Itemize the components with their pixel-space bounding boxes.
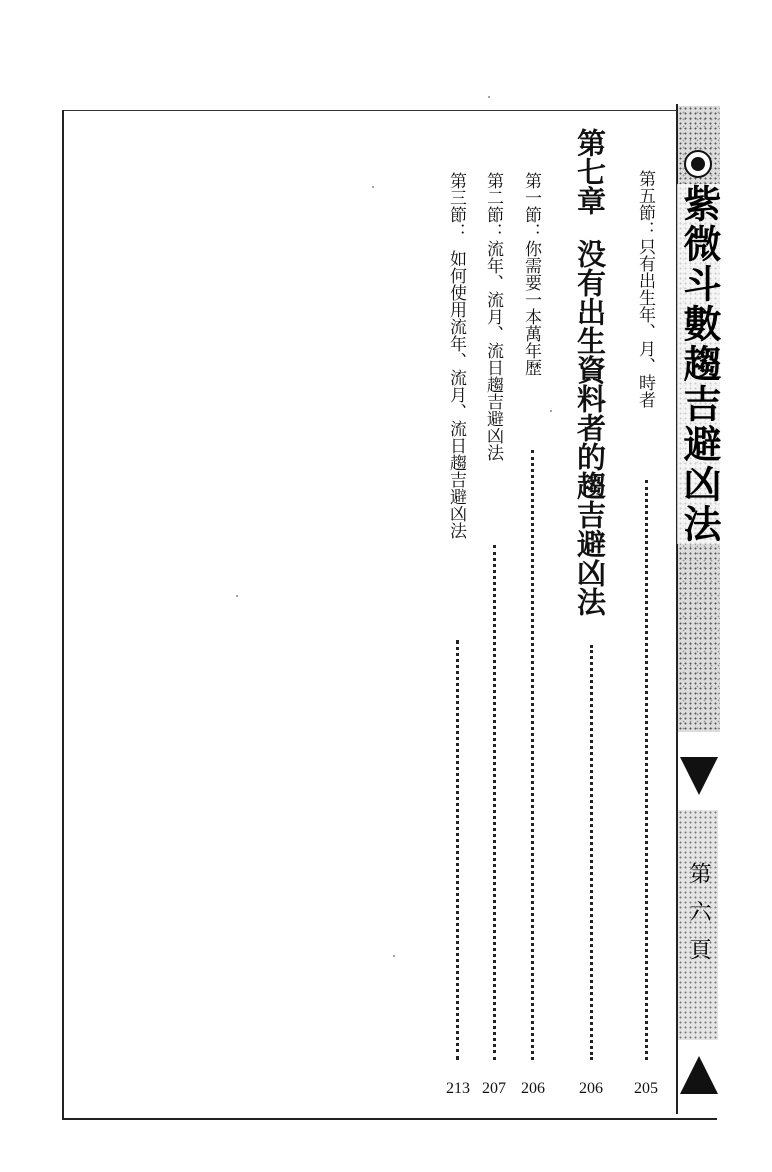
toc-label: 第七章 xyxy=(573,128,607,215)
toc-leader-dots xyxy=(456,640,459,1060)
scan-speck xyxy=(488,96,490,98)
scan-speck xyxy=(393,955,395,957)
scan-speck xyxy=(372,186,374,188)
toc-entry-s1[interactable] xyxy=(518,172,544,376)
toc-entry-s2[interactable] xyxy=(480,172,506,461)
toc-page-number: 206 xyxy=(521,1080,545,1097)
page-label: 第六頁 xyxy=(686,862,711,976)
toc-entry-ch7[interactable] xyxy=(570,128,610,616)
toc-label: 第一節： xyxy=(521,172,541,240)
toc-title: 你需要一本萬年歷 xyxy=(521,240,541,376)
toc-label: 第二節： xyxy=(483,172,503,240)
toc-page-number: 206 xyxy=(579,1080,603,1097)
triangle-up-icon[interactable] xyxy=(680,1056,718,1094)
toc-label: 第五節： xyxy=(635,170,655,238)
scan-speck xyxy=(550,410,552,412)
toc-entry-s3[interactable] xyxy=(443,172,469,539)
scan-speck xyxy=(236,595,238,597)
toc-leader-dots xyxy=(645,480,648,1060)
toc-title: 流年、流月、流日趨吉避凶法 xyxy=(483,240,503,461)
toc-title: 没有出生資料者的趨吉避凶法 xyxy=(573,239,607,616)
toc-page-number: 205 xyxy=(634,1080,658,1097)
toc-leader-dots xyxy=(493,545,496,1060)
book-title xyxy=(678,184,720,614)
toc-page-number: 207 xyxy=(482,1080,506,1097)
toc-label: 第三節： xyxy=(446,172,466,240)
page-frame xyxy=(62,110,717,1120)
circle-logo-icon xyxy=(684,150,712,178)
triangle-down-icon[interactable] xyxy=(680,757,718,795)
toc-title: 如何使用流年、流月、流日趨吉避凶法 xyxy=(446,250,466,539)
toc-entry-s5[interactable] xyxy=(632,170,658,408)
toc-leader-dots xyxy=(590,645,593,1060)
toc-page-number: 213 xyxy=(446,1080,470,1097)
book-title-text: 紫微斗數趨吉避凶法 xyxy=(677,184,722,544)
toc-title: 只有出生年、月、時者 xyxy=(635,238,655,408)
toc-leader-dots xyxy=(531,450,534,1060)
